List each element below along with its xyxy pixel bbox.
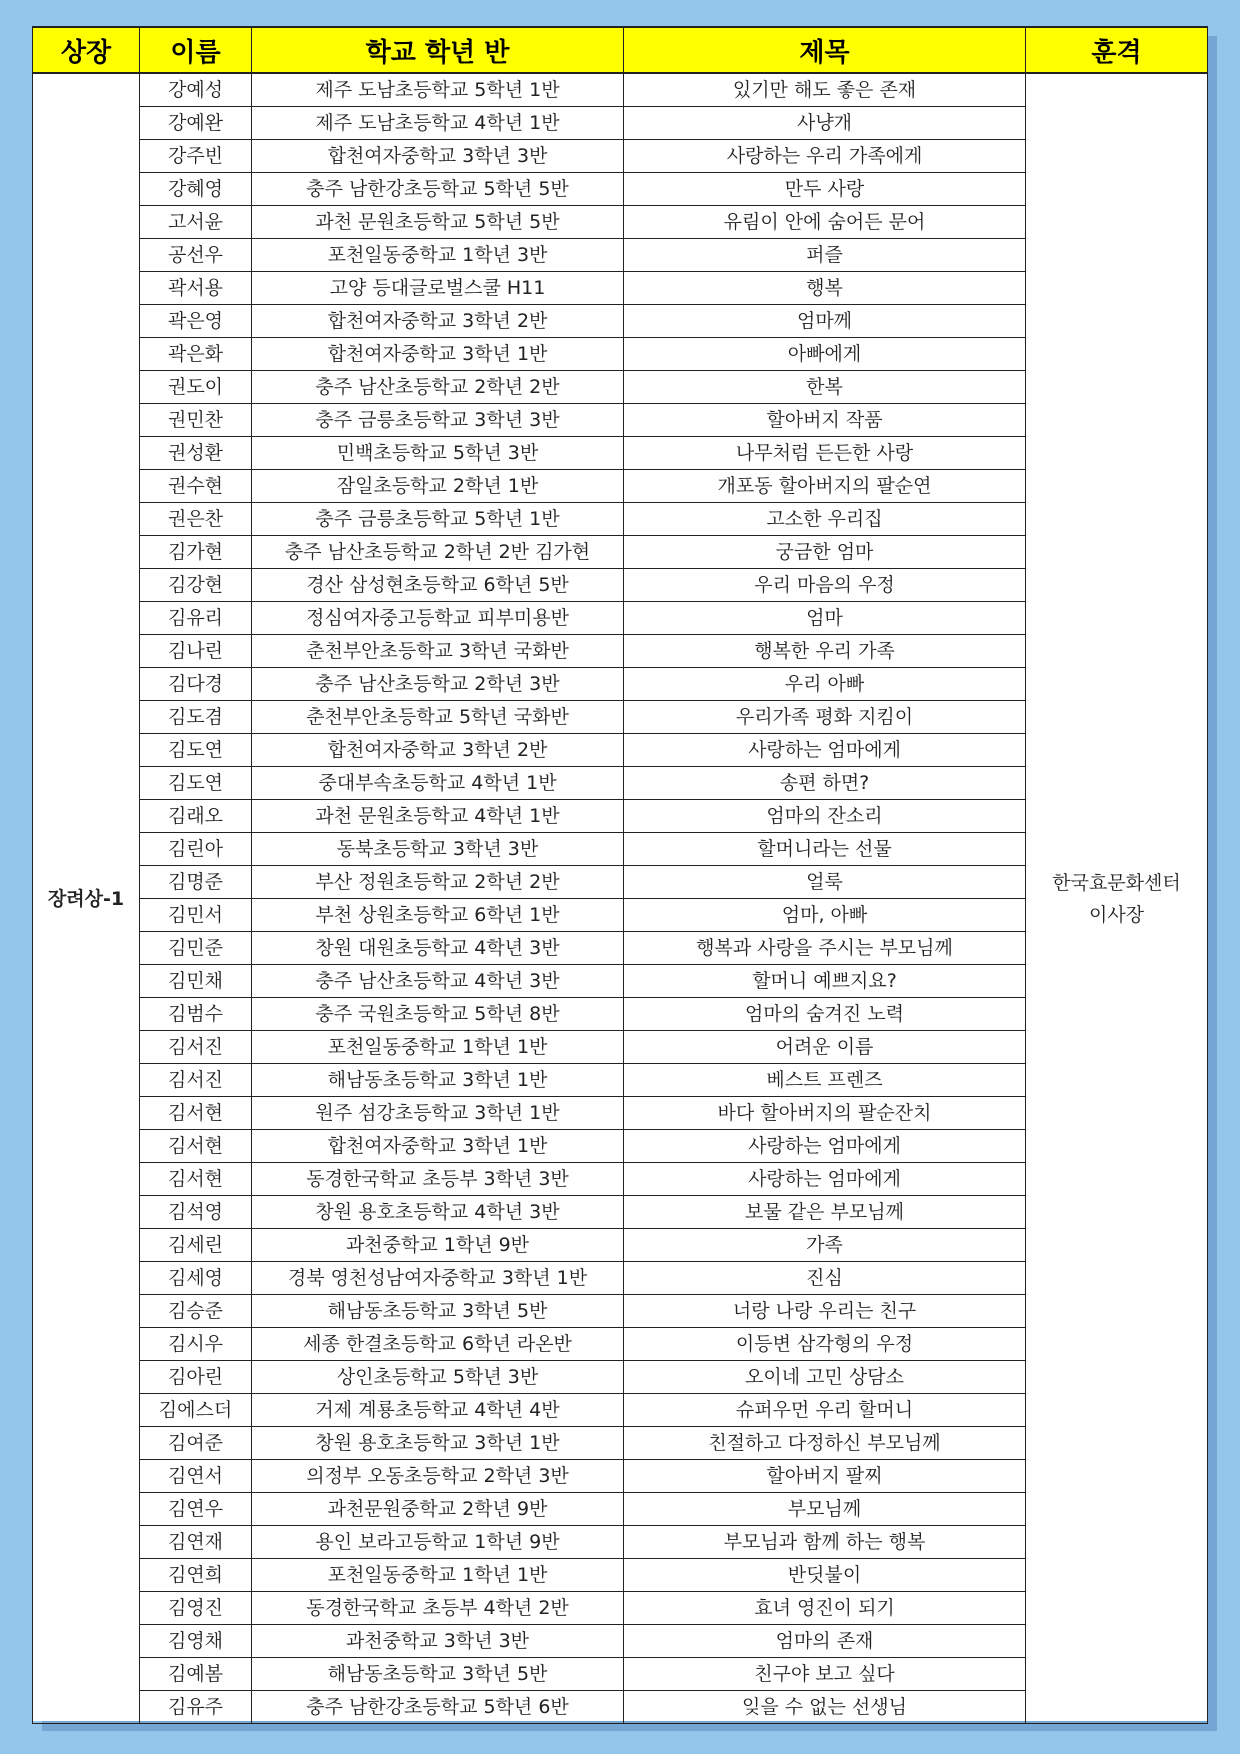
work-title-cell: 우리 아빠 [624,668,1026,701]
student-name-cell: 김승준 [140,1295,252,1328]
work-title-cell: 너랑 나랑 우리는 친구 [624,1295,1026,1328]
school-class-cell: 합천여자중학교 3학년 2반 [252,734,624,767]
student-name-cell: 김아린 [140,1361,252,1394]
school-class-cell: 창원 대원초등학교 4학년 3반 [252,932,624,965]
award-table [32,26,1208,1724]
school-class-cell: 상인초등학교 5학년 3반 [252,1361,624,1394]
student-name-cell: 김민서 [140,899,252,932]
work-title-cell: 궁금한 엄마 [624,536,1026,569]
student-name-cell: 김명준 [140,866,252,899]
school-class-cell: 민백초등학교 5학년 3반 [252,437,624,470]
work-title-cell: 이등변 삼각형의 우정 [624,1328,1026,1361]
student-name-cell: 김서현 [140,1163,252,1196]
work-title-cell: 엄마의 잔소리 [624,800,1026,833]
student-name-cell: 권은찬 [140,503,252,536]
school-class-cell: 경북 영천성남여자중학교 3학년 1반 [252,1262,624,1295]
school-class-cell: 충주 남산초등학교 4학년 3반 [252,965,624,998]
school-class-cell: 세종 한결초등학교 6학년 라온반 [252,1328,624,1361]
school-class-cell: 춘천부안초등학교 5학년 국화반 [252,701,624,734]
school-class-cell: 충주 국원초등학교 5학년 8반 [252,998,624,1031]
student-name-cell: 김여준 [140,1427,252,1460]
award-type-cell: 장려상-1 [33,73,140,1724]
work-title-cell: 사랑하는 엄마에게 [624,734,1026,767]
school-class-cell: 충주 남한강초등학교 5학년 5반 [252,173,624,206]
student-name-cell: 공선우 [140,239,252,272]
work-title-cell: 효녀 영진이 되기 [624,1592,1026,1625]
award-list-sheet [32,26,1207,1721]
school-class-cell: 과천중학교 3학년 3반 [252,1625,624,1658]
student-name-cell: 김시우 [140,1328,252,1361]
work-title-cell: 행복과 사랑을 주시는 부모님께 [624,932,1026,965]
school-class-cell: 과천 문원초등학교 4학년 1반 [252,800,624,833]
student-name-cell: 김나린 [140,635,252,668]
student-name-cell: 김민채 [140,965,252,998]
work-title-cell: 있기만 해도 좋은 존재 [624,73,1026,107]
school-class-cell: 충주 남산초등학교 2학년 2반 [252,371,624,404]
student-name-cell: 김영채 [140,1625,252,1658]
work-title-cell: 보물 같은 부모님께 [624,1196,1026,1229]
student-name-cell: 김석영 [140,1196,252,1229]
work-title-cell: 사랑하는 엄마에게 [624,1163,1026,1196]
work-title-cell: 할아버지 작품 [624,404,1026,437]
school-class-cell: 합천여자중학교 3학년 3반 [252,140,624,173]
school-class-cell: 제주 도남초등학교 5학년 1반 [252,73,624,107]
school-class-cell: 잠일초등학교 2학년 1반 [252,470,624,503]
award-table-body [33,73,1208,1724]
school-class-cell: 제주 도남초등학교 4학년 1반 [252,107,624,140]
student-name-cell: 고서윤 [140,206,252,239]
work-title-cell: 송편 하면? [624,767,1026,800]
work-title-cell: 가족 [624,1229,1026,1262]
work-title-cell: 엄마, 아빠 [624,899,1026,932]
student-name-cell: 김도겸 [140,701,252,734]
school-class-cell: 충주 금릉초등학교 3학년 3반 [252,404,624,437]
school-class-cell: 충주 남산초등학교 2학년 2반 김가현 [252,536,624,569]
school-class-cell: 원주 섬강초등학교 3학년 1반 [252,1097,624,1130]
school-class-cell: 충주 남산초등학교 2학년 3반 [252,668,624,701]
student-name-cell: 김서현 [140,1097,252,1130]
student-name-cell: 권성환 [140,437,252,470]
student-name-cell: 김세린 [140,1229,252,1262]
student-name-cell: 김민준 [140,932,252,965]
work-title-cell: 엄마께 [624,305,1026,338]
work-title-cell: 퍼즐 [624,239,1026,272]
work-title-cell: 사냥개 [624,107,1026,140]
student-name-cell: 김유리 [140,602,252,635]
student-name-cell: 김유주 [140,1691,252,1724]
work-title-cell: 얼룩 [624,866,1026,899]
student-name-cell: 곽서용 [140,272,252,305]
school-class-cell: 포천일동중학교 1학년 1반 [252,1559,624,1592]
grantor-line: 한국효문화센터 [1052,871,1181,894]
work-title-cell: 엄마의 존재 [624,1625,1026,1658]
work-title-cell: 부모님께 [624,1493,1026,1526]
work-title-cell: 부모님과 함께 하는 행복 [624,1526,1026,1559]
student-name-cell: 김범수 [140,998,252,1031]
work-title-cell: 행복 [624,272,1026,305]
work-title-cell: 베스트 프렌즈 [624,1064,1026,1097]
work-title-cell: 바다 할아버지의 팔순잔치 [624,1097,1026,1130]
student-name-cell: 김도연 [140,767,252,800]
school-class-cell: 해남동초등학교 3학년 5반 [252,1658,624,1691]
work-title-cell: 한복 [624,371,1026,404]
work-title-cell: 할아버지 팔찌 [624,1460,1026,1493]
student-name-cell: 곽은영 [140,305,252,338]
school-class-cell: 창원 용호초등학교 4학년 3반 [252,1196,624,1229]
work-title-cell: 슈퍼우먼 우리 할머니 [624,1394,1026,1427]
work-title-cell: 엄마의 숨겨진 노력 [624,998,1026,1031]
header-school: 학교 학년 반 [252,27,624,73]
student-name-cell: 권도이 [140,371,252,404]
work-title-cell: 행복한 우리 가족 [624,635,1026,668]
student-name-cell: 강예성 [140,73,252,107]
school-class-cell: 동경한국학교 초등부 4학년 2반 [252,1592,624,1625]
student-name-cell: 김다경 [140,668,252,701]
school-class-cell: 합천여자중학교 3학년 1반 [252,1130,624,1163]
school-class-cell: 충주 금릉초등학교 5학년 1반 [252,503,624,536]
school-class-cell: 충주 남한강초등학교 5학년 6반 [252,1691,624,1724]
school-class-cell: 과천문원중학교 2학년 9반 [252,1493,624,1526]
student-name-cell: 곽은화 [140,338,252,371]
work-title-cell: 우리 마음의 우정 [624,569,1026,602]
school-class-cell: 창원 용호초등학교 3학년 1반 [252,1427,624,1460]
student-name-cell: 강주빈 [140,140,252,173]
work-title-cell: 개포동 할아버지의 팔순연 [624,470,1026,503]
school-class-cell: 포천일동중학교 1학년 1반 [252,1031,624,1064]
header-name: 이름 [140,27,252,73]
header-award: 상장 [33,27,140,73]
work-title-cell: 우리가족 평화 지킴이 [624,701,1026,734]
student-name-cell: 김강현 [140,569,252,602]
work-title-cell: 만두 사랑 [624,173,1026,206]
work-title-cell: 오이네 고민 상담소 [624,1361,1026,1394]
school-class-cell: 고양 등대글로벌스쿨 H11 [252,272,624,305]
school-class-cell: 포천일동중학교 1학년 3반 [252,239,624,272]
school-class-cell: 과천중학교 1학년 9반 [252,1229,624,1262]
school-class-cell: 경산 삼성현초등학교 6학년 5반 [252,569,624,602]
student-name-cell: 김영진 [140,1592,252,1625]
work-title-cell: 어려운 이름 [624,1031,1026,1064]
work-title-cell: 친구야 보고 싶다 [624,1658,1026,1691]
student-name-cell: 강예완 [140,107,252,140]
header-title: 제목 [624,27,1026,73]
student-name-cell: 김도연 [140,734,252,767]
school-class-cell: 해남동초등학교 3학년 5반 [252,1295,624,1328]
school-class-cell: 동북초등학교 3학년 3반 [252,833,624,866]
work-title-cell: 엄마 [624,602,1026,635]
student-name-cell: 김린아 [140,833,252,866]
school-class-cell: 정심여자중고등학교 피부미용반 [252,602,624,635]
student-name-cell: 김예봄 [140,1658,252,1691]
work-title-cell: 사랑하는 우리 가족에게 [624,140,1026,173]
student-name-cell: 김연재 [140,1526,252,1559]
student-name-cell: 권수현 [140,470,252,503]
header-mentor: 훈격 [1026,27,1208,73]
work-title-cell: 할머니라는 선물 [624,833,1026,866]
work-title-cell: 반딧불이 [624,1559,1026,1592]
student-name-cell: 김서현 [140,1130,252,1163]
student-name-cell: 김서진 [140,1064,252,1097]
school-class-cell: 의정부 오동초등학교 2학년 3반 [252,1460,624,1493]
school-class-cell: 합천여자중학교 3학년 1반 [252,338,624,371]
work-title-cell: 나무처럼 든든한 사랑 [624,437,1026,470]
school-class-cell: 부산 정원초등학교 2학년 2반 [252,866,624,899]
work-title-cell: 사랑하는 엄마에게 [624,1130,1026,1163]
work-title-cell: 유림이 안에 숨어든 문어 [624,206,1026,239]
student-name-cell: 김래오 [140,800,252,833]
work-title-cell: 친절하고 다정하신 부모님께 [624,1427,1026,1460]
student-name-cell: 김연서 [140,1460,252,1493]
award-grantor-cell [1026,73,1208,1724]
school-class-cell: 춘천부안초등학교 3학년 국화반 [252,635,624,668]
school-class-cell: 중대부속초등학교 4학년 1반 [252,767,624,800]
student-name-cell: 김가현 [140,536,252,569]
work-title-cell: 아빠에게 [624,338,1026,371]
school-class-cell: 해남동초등학교 3학년 1반 [252,1064,624,1097]
student-name-cell: 김세영 [140,1262,252,1295]
student-name-cell: 김연우 [140,1493,252,1526]
work-title-cell: 잊을 수 없는 선생님 [624,1691,1026,1724]
school-class-cell: 과천 문원초등학교 5학년 5반 [252,206,624,239]
student-name-cell: 권민찬 [140,404,252,437]
student-name-cell: 김서진 [140,1031,252,1064]
student-name-cell: 김연희 [140,1559,252,1592]
work-title-cell: 고소한 우리집 [624,503,1026,536]
table-row [33,73,1208,107]
work-title-cell: 진심 [624,1262,1026,1295]
school-class-cell: 용인 보라고등학교 1학년 9반 [252,1526,624,1559]
school-class-cell: 거제 계룡초등학교 4학년 4반 [252,1394,624,1427]
header-row [33,27,1208,73]
school-class-cell: 합천여자중학교 3학년 2반 [252,305,624,338]
student-name-cell: 강혜영 [140,173,252,206]
work-title-cell: 할머니 예쁘지요? [624,965,1026,998]
student-name-cell: 김에스더 [140,1394,252,1427]
school-class-cell: 부천 상원초등학교 6학년 1반 [252,899,624,932]
school-class-cell: 동경한국학교 초등부 3학년 3반 [252,1163,624,1196]
grantor-line: 이사장 [1088,903,1145,926]
